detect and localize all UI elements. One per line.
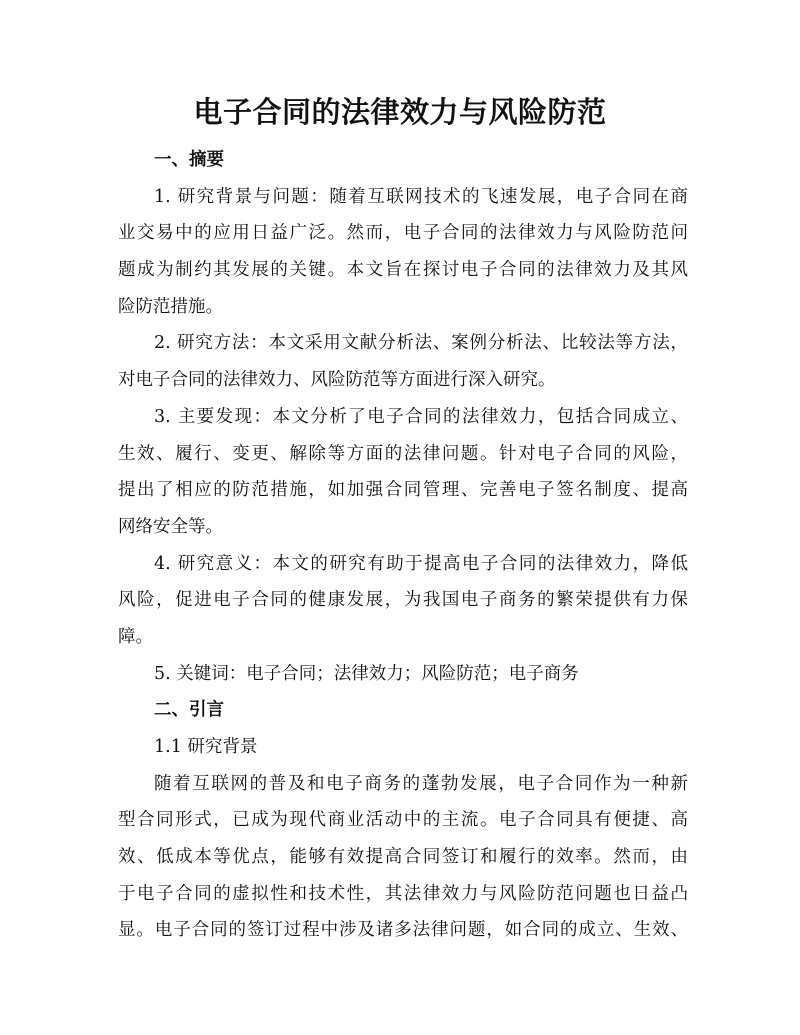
paragraph-line: 随着互联网的普及和电子商务的蓬勃发展，电子合同作为一种新 <box>154 773 688 794</box>
paragraph-line: 显。电子合同的签订过程中涉及诸多法律问题，如合同的成立、生效、 <box>118 920 688 941</box>
paragraph-line: 网络安全等。 <box>118 516 223 537</box>
section-heading: 二、引言 <box>154 700 224 721</box>
paragraph-line: 效、低成本等优点，能够有效提高合同签订和履行的效率。然而，由 <box>118 847 688 868</box>
paragraph-line: 4. 研究意义：本文的研究有助于提高电子合同的法律效力，降低 <box>154 553 688 574</box>
paragraph-line: 5. 关键词：电子合同；法律效力；风险防范；电子商务 <box>154 663 579 684</box>
paragraph-line: 对电子合同的法律效力、风险防范等方面进行深入研究。 <box>118 370 556 391</box>
paragraph-line: 业交易中的应用日益广泛。然而，电子合同的法律效力与风险防范问 <box>118 223 688 244</box>
paragraph-line: 于电子合同的虚拟性和技术性，其法律效力与风险防范问题也日益凸 <box>118 883 688 904</box>
paragraph-line: 险防范措施。 <box>118 296 223 317</box>
page-title: 电子合同的法律效力与风险防范 <box>193 95 607 129</box>
paragraph-line: 3. 主要发现：本文分析了电子合同的法律效力，包括合同成立、 <box>154 406 688 427</box>
paragraph-line: 生效、履行、变更、解除等方面的法律问题。针对电子合同的风险， <box>118 443 688 464</box>
paragraph-line: 提出了相应的防范措施，如加强合同管理、完善电子签名制度、提高 <box>118 480 688 501</box>
paragraph-line: 型合同形式，已成为现代商业活动中的主流。电子合同具有便捷、高 <box>118 810 688 831</box>
paragraph-line: 障。 <box>118 626 153 647</box>
section-heading: 一、摘要 <box>154 150 224 170</box>
paragraph-line: 1. 研究背景与问题：随着互联网技术的飞速发展，电子合同在商 <box>154 186 688 207</box>
paragraph-line: 风险，促进电子合同的健康发展，为我国电子商务的繁荣提供有力保 <box>118 590 688 611</box>
document-body <box>118 142 688 949</box>
paragraph-line: 题成为制约其发展的关键。本文旨在探讨电子合同的法律效力及其风 <box>118 260 688 281</box>
paragraph-line: 2. 研究方法：本文采用文献分析法、案例分析法、比较法等方法， <box>154 333 688 354</box>
paragraph-line: 1.1 研究背景 <box>154 737 258 757</box>
